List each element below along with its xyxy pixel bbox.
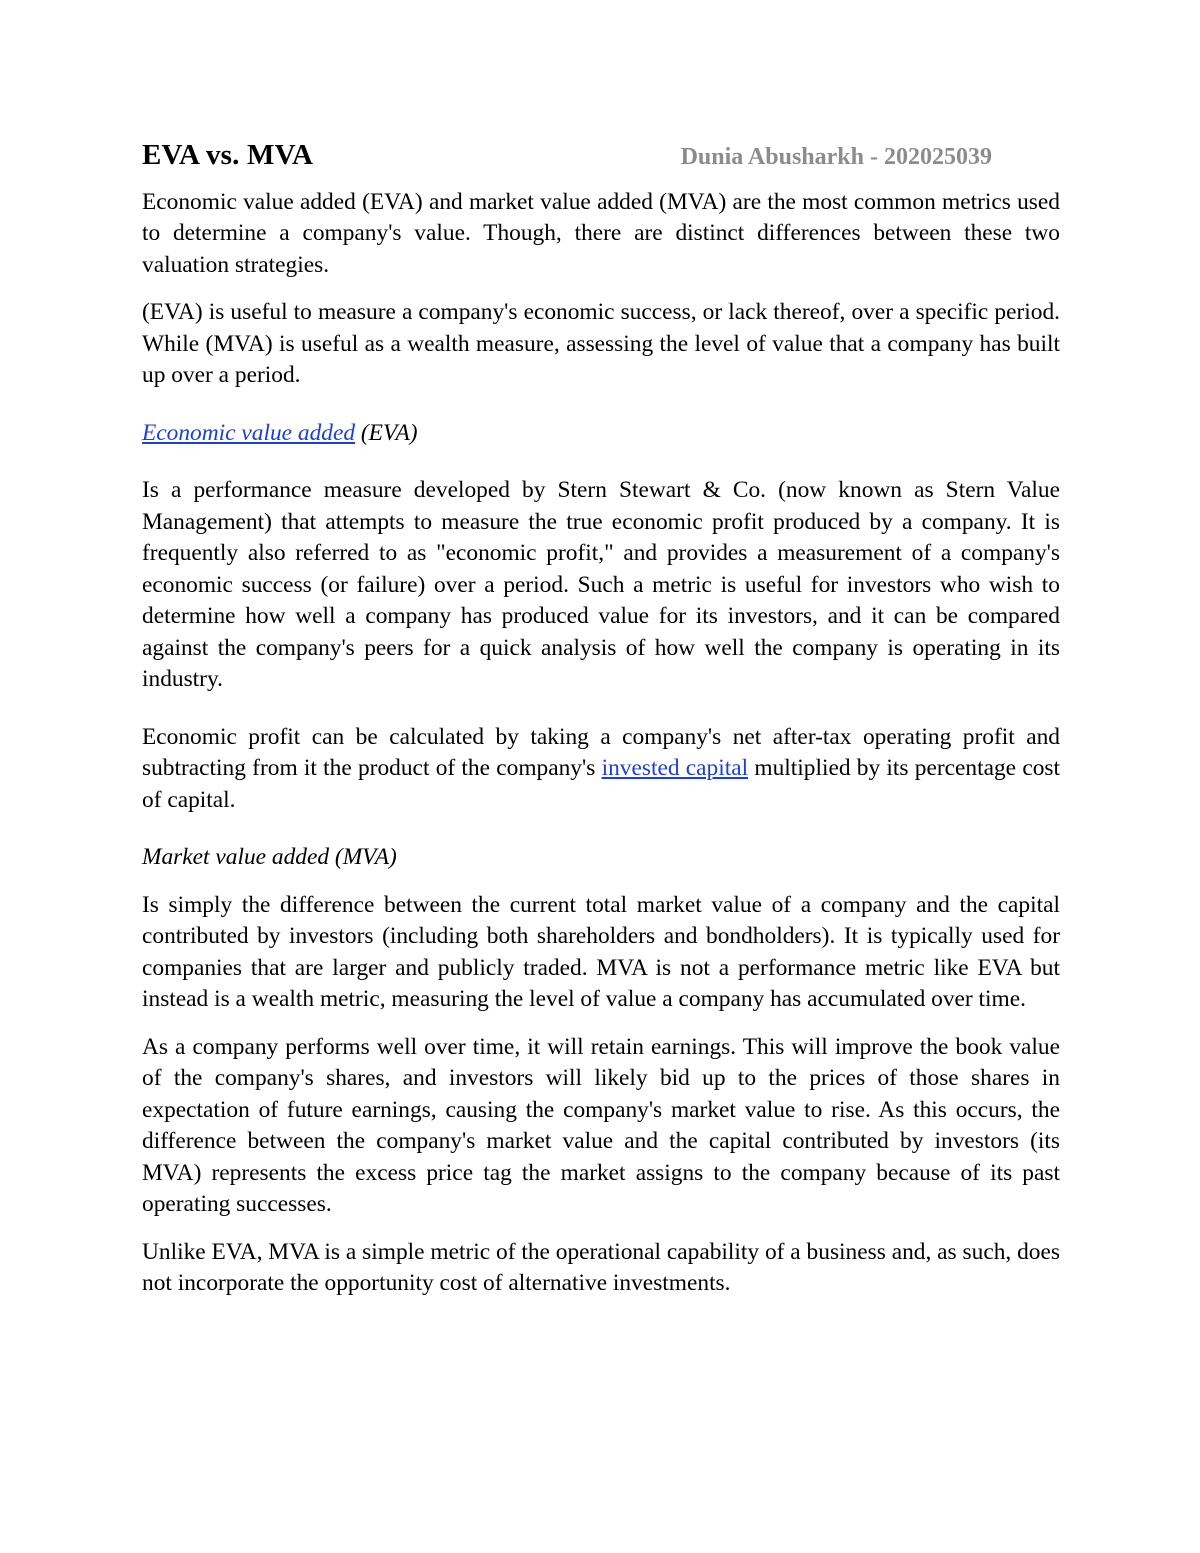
eva-paragraph-2 [142, 722, 1060, 817]
eva-paragraph-2-text-before: Economic profit can be calculated by taking a company's net after-tax operating profit and subtracting from it the product of the company's [142, 723, 1060, 782]
eva-paragraph-1: Is a performance measure developed by Stern Stewart & Co. (now known as Stern Value Management) that attempts to measure the true economic profit produced by a company. It is frequently also referred to as "economic profit," and provides a measurement of a company's economic success (or failure) over a period. Such a metric is useful for investors who wish to determine how well a company has produced value for its investors, and it can be compared against the company's peers for a quick analysis of how well the company is operating in its industry. [142, 477, 1060, 693]
invested-capital-link[interactable]: invested capital [601, 755, 749, 782]
document-author: Dunia Abusharkh - 202025039 [680, 144, 992, 170]
mva-section-heading: Market value added (MVA) [142, 844, 397, 871]
intro-paragraph-2: (EVA) is useful to measure a company's economic success, or lack thereof, over a specific period. While (MVA) is useful as a wealth measure, assessing the level of value that a company has built up over a period. [142, 299, 1060, 389]
intro-paragraph-1: Economic value added (EVA) and market value added (MVA) are the most common metrics used to determine a company's value. Though, there are distinct differences between these two valuation strategies. [142, 188, 1060, 278]
document-page [142, 138, 1060, 1316]
eva-section-heading [142, 418, 1060, 450]
document-header [142, 138, 1060, 173]
document-title: EVA vs. MVA [142, 139, 314, 171]
mva-paragraph-2: As a company performs well over time, it will retain earnings. This will improve the book value of the company's shares, and investors will likely bid up to the prices of those shares in expectation of future earnings, causing the company's market value to rise. As this occurs, the difference between the company's market value and the capital contributed by investors (its MVA) represents the excess price tag the market assigns to the company because of its past operating successes. [142, 1033, 1060, 1218]
mva-paragraph-1: Is simply the difference between the current total market value of a company and the capital contributed by investors (including both shareholders and bondholders). It is typically used for companies that are larger and publicly traded. MVA is not a performance metric like EVA but instead is a wealth metric, measuring the level of value a company has accumulated over time. [142, 891, 1060, 1013]
mva-paragraph-3: Unlike EVA, MVA is a simple metric of the operational capability of a business and, as such, does not incorporate the opportunity cost of alternative investments. [142, 1238, 1060, 1297]
eva-paragraph-2-text-after: multiplied by its percentage cost of capital. [142, 755, 1060, 813]
economic-value-added-link[interactable]: Economic value added [142, 419, 356, 446]
eva-heading-suffix: (EVA) [355, 419, 418, 446]
